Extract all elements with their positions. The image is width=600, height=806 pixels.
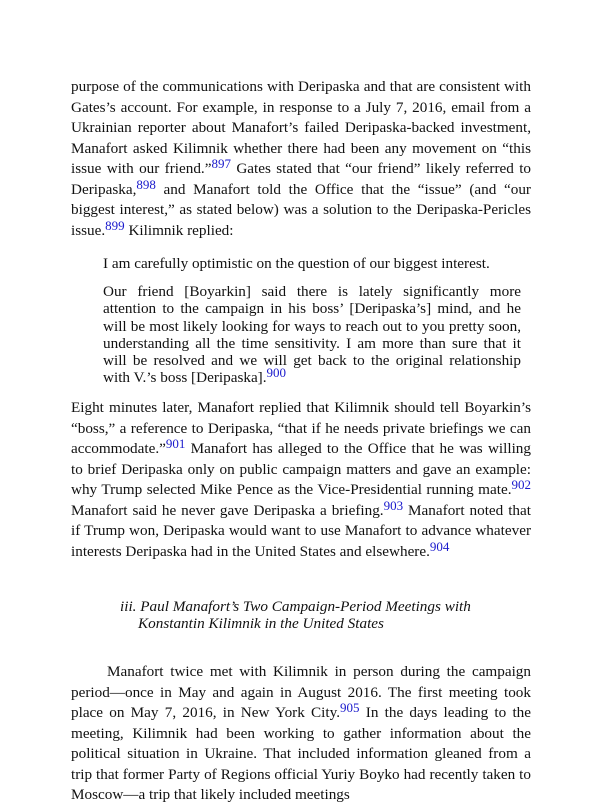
block-quote	[103, 283, 521, 386]
document-page	[71, 77, 531, 806]
paragraph-text: Kilimnik replied:	[124, 221, 234, 239]
footnote-link[interactable]: 898	[136, 176, 156, 192]
paragraph-text: Manafort noted that if Trump won, Deripaska would want to use Manafort to advance whatever interests Deripaska had in the United States and elsewhere.	[71, 501, 531, 560]
paragraph-text: Eight minutes later, Manafort replied that Kilimnik should tell Boyarkin’s “boss,” a reference to Deripaska, “that if he needs private briefings we can accommodate.”	[71, 399, 531, 458]
body-paragraph	[71, 398, 531, 562]
paragraph-text: Gates stated that “our friend” likely referred to Deripaska,	[71, 160, 532, 198]
quote-text: Our friend [Boyarkin] said there is lately significantly more attention to the campaign in his boss’ [Deripaska’s] mind, and he will be most likely looking for ways to reach out to you pretty soon, understanding all the time sensitivity. I am more than sure that it will be resolved and we will get back to the original relationship with V.’s boss [Deripaska].	[103, 283, 521, 387]
section-heading: iii. Paul Manafort’s Two Campaign-Period Meetings with Konstantin Kilimnik in the United States	[120, 598, 471, 632]
footnote-link[interactable]: 903	[383, 497, 404, 513]
paragraph-text: purpose of the communications with Deripaska and that are consistent with Gates’s account. For example, in response to a July 7, 2016, email from a Ukrainian reporter about Manafort’s failed Deripaska-backed investment, Manafort asked Kilimnik whether there had been any movement on “this issue with our friend.”	[71, 78, 531, 177]
paragraph-text: Manafort twice met with Kilimnik in person during the campaign period—once in May and again in August 2016. The first meeting took place on May 7, 2016, in New York City.	[71, 663, 531, 722]
footnote-link[interactable]: 900	[266, 365, 287, 381]
footnote-link[interactable]: 905	[340, 700, 360, 716]
footnote-link[interactable]: 897	[211, 156, 231, 171]
paragraph-text: Manafort has alleged to the Office that he was willing to brief Deripaska only on public campaign matters and gave an example: why Trump selected Mike Pence as the Vice-Presidential running mate.	[71, 440, 531, 499]
footnote-link[interactable]: 899	[105, 217, 125, 233]
footnote-link[interactable]: 901	[165, 436, 186, 452]
body-paragraph	[71, 77, 531, 241]
paragraph-text: In the days leading to the meeting, Kilimnik had been working to gather information about the political situation in Ukraine. That included information gleaned from a trip that former Party of Regions official Yuriy Boyko had recently taken to Moscow—a trip that likely included meetings	[71, 704, 531, 804]
body-paragraph	[71, 662, 531, 806]
paragraph-text: Manafort said he never gave Deripaska a briefing.	[71, 501, 384, 519]
footnote-link[interactable]: 902	[511, 477, 531, 493]
block-quote: I am carefully optimistic on the question of our biggest interest.	[103, 255, 490, 272]
footnote-link[interactable]: 904	[429, 538, 450, 554]
paragraph-text: and Manafort told the Office that the “issue” (and “our biggest interest,” as stated below) was a solution to the Deripaska-Pericles issue.	[71, 180, 531, 239]
